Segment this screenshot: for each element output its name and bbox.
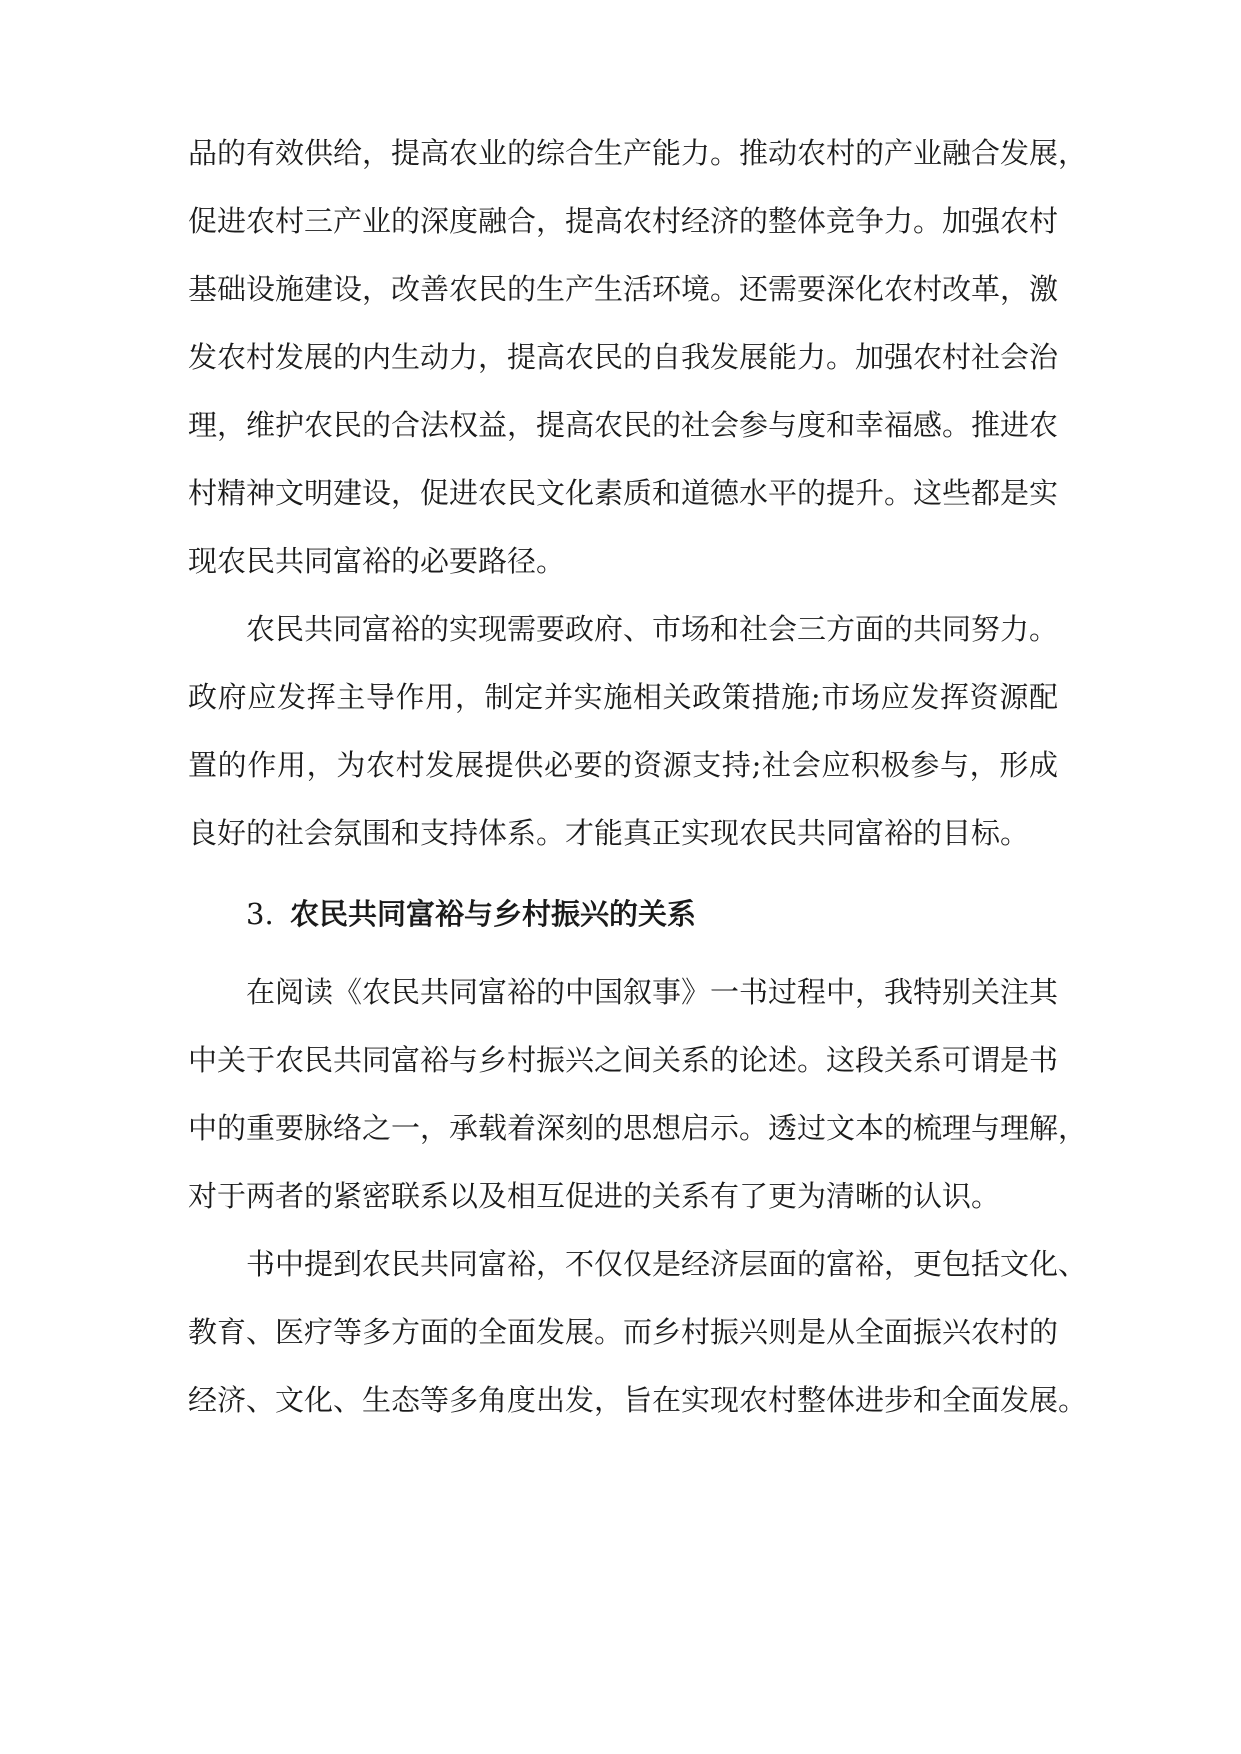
paragraph-2-line-1: 农民共同富裕的实现需要政府、市场和社会三方面的共同努力。 [246, 612, 1059, 646]
paragraph-1-line-5: 理，维护农民的合法权益，提高农民的社会参与度和幸福感。推进农 [188, 408, 1059, 442]
paragraph-1-line-4: 发农村发展的内生动力，提高农民的自我发展能力。加强农村社会治 [188, 340, 1059, 374]
paragraph-4-line-1: 书中提到农民共同富裕，不仅仅是经济层面的富裕，更包括文化、 [246, 1247, 1088, 1281]
paragraph-2-line-3: 置的作用，为农村发展提供必要的资源支持;社会应积极参与，形成 [188, 748, 1058, 782]
paragraph-1-line-1: 品的有效供给，提高农业的综合生产能力。推动农村的产业融合发展， [188, 136, 1088, 170]
paragraph-3-line-3: 中的重要脉络之一，承载着深刻的思想启示。透过文本的梳理与理解， [188, 1111, 1088, 1145]
paragraph-3-line-2: 中关于农民共同富裕与乡村振兴之间关系的论述。这段关系可谓是书 [188, 1043, 1059, 1077]
paragraph-4-line-2: 教育、医疗等多方面的全面发展。而乡村振兴则是从全面振兴农村的 [188, 1315, 1059, 1349]
section-number: 3. [246, 897, 274, 931]
paragraph-1-line-6: 村精神文明建设，促进农民文化素质和道德水平的提升。这些都是实 [188, 476, 1059, 510]
paragraph-3-line-1: 在阅读《农民共同富裕的中国叙事》一书过程中，我特别关注其 [246, 975, 1059, 1009]
paragraph-3-line-4: 对于两者的紧密联系以及相互促进的关系有了更为清晰的认识。 [188, 1179, 1001, 1213]
paragraph-2-line-2: 政府应发挥主导作用，制定并实施相关政策措施;市场应发挥资源配 [188, 680, 1058, 714]
section-title: 农民共同富裕与乡村振兴的关系 [290, 897, 697, 931]
paragraph-1-line-2: 促进农村三产业的深度融合，提高农村经济的整体竞争力。加强农村 [188, 204, 1059, 238]
paragraph-4-line-3: 经济、文化、生态等多角度出发，旨在实现农村整体进步和全面发展。 [188, 1383, 1088, 1417]
paragraph-2-line-4: 良好的社会氛围和支持体系。才能真正实现农民共同富裕的目标。 [188, 816, 1030, 850]
paragraph-1-line-3: 基础设施建设，改善农民的生产生活环境。还需要深化农村改革，激 [188, 272, 1059, 306]
paragraph-1-line-7: 现农民共同富裕的必要路径。 [188, 544, 566, 578]
section-heading [246, 884, 1058, 944]
